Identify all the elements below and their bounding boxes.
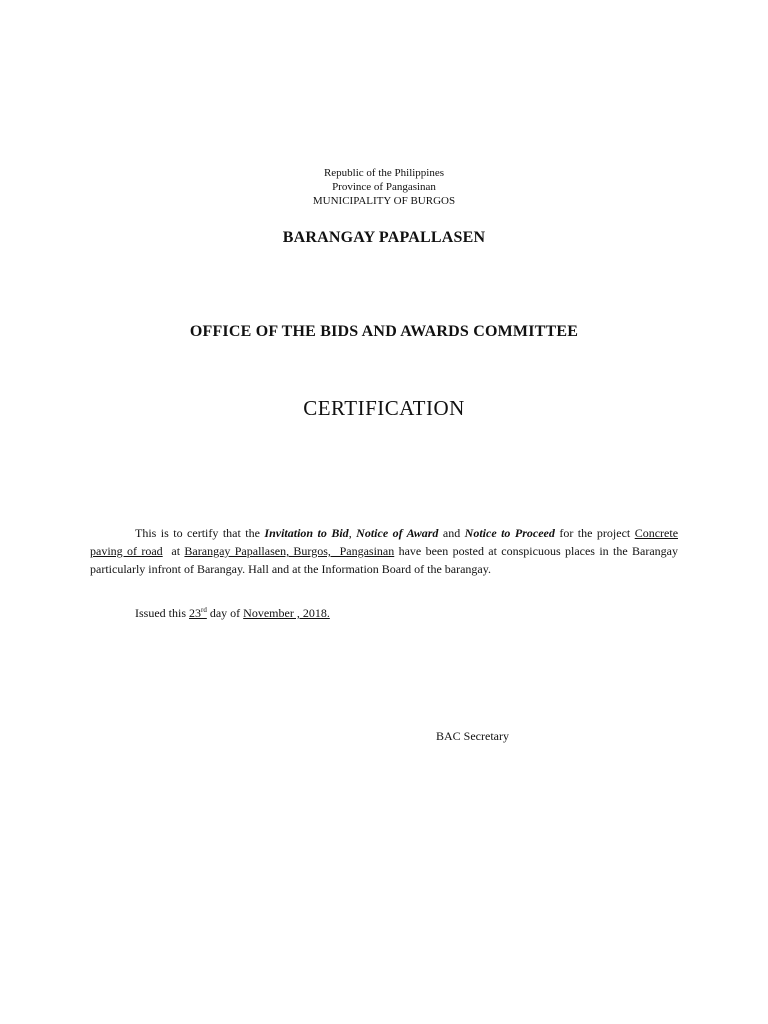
body-text-5: at xyxy=(162,544,185,558)
issued-day xyxy=(189,606,207,620)
issued-day-suffix: rd xyxy=(201,606,207,614)
certification-title: CERTIFICATION xyxy=(303,396,465,420)
issued-date-line xyxy=(135,604,330,622)
body-text-2: , xyxy=(348,526,357,540)
project-location: Barangay Papallasen, Burgos, Pangasinan xyxy=(184,544,395,558)
issued-middle: day of xyxy=(206,606,244,620)
issued-month-year: November , 2018. xyxy=(243,606,330,620)
issued-prefix: Issued this xyxy=(135,606,189,620)
body-text-3: and xyxy=(438,526,465,540)
letterhead-republic: Republic of the Philippines xyxy=(323,167,445,179)
issued-day-number: 23 xyxy=(189,606,201,620)
notice-of-award-term: Notice of Award xyxy=(356,526,439,540)
invitation-to-bid-term: Invitation to Bid xyxy=(264,526,349,540)
office-title: OFFICE OF THE BIDS AND AWARDS COMMITTEE xyxy=(189,323,579,340)
body-text-6: have been posted at conspicuous places in the Barangay particularly infront of Barangay. Hall and at the Information Board of the barangay. xyxy=(90,544,679,576)
barangay-title: BARANGAY PAPALLASEN xyxy=(282,229,486,246)
letterhead xyxy=(0,166,768,208)
signatory-title: BAC Secretary xyxy=(436,729,509,743)
project-name: Concrete paving of road xyxy=(90,526,679,558)
certification-body xyxy=(90,524,678,578)
letterhead-province: Province of Pangasinan xyxy=(332,181,436,193)
letterhead-municipality: MUNICIPALITY OF BURGOS xyxy=(312,195,456,207)
body-text-1: This is to certify that the xyxy=(135,526,265,540)
body-text-4: for the project xyxy=(554,526,635,540)
notice-to-proceed-term: Notice to Proceed xyxy=(464,526,555,540)
